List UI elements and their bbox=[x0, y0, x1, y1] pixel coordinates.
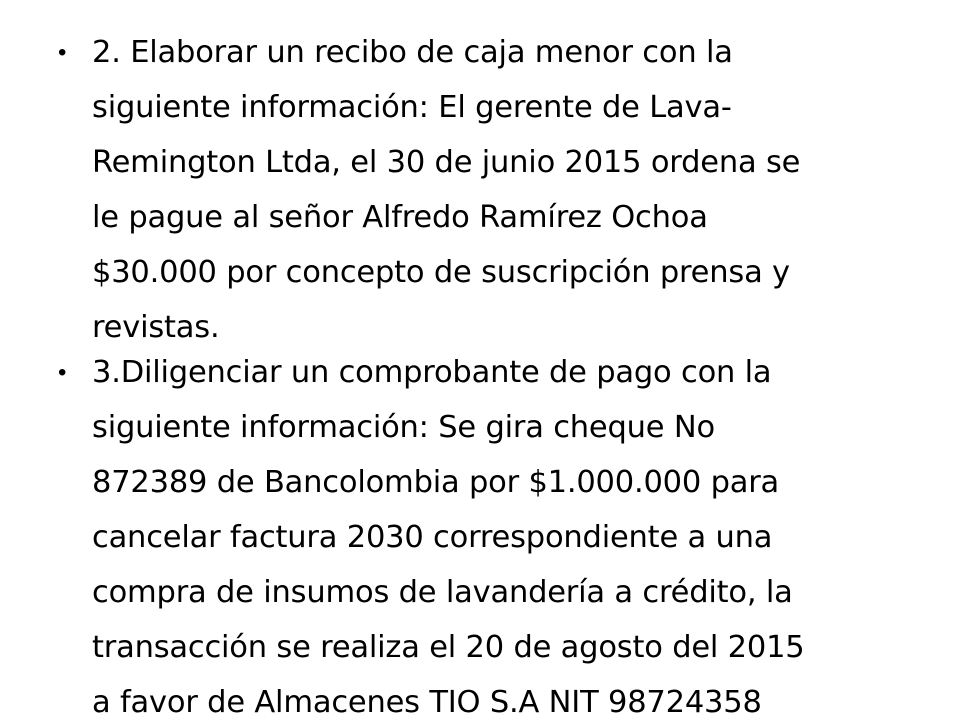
text-line: a favor de Almacenes TIO S.A NIT 98724358 bbox=[92, 685, 762, 720]
text-line: $30.000 por concepto de suscripción prensa y bbox=[92, 255, 790, 290]
text-line: siguiente información: El gerente de Lava- bbox=[92, 90, 732, 125]
bullet-dot-icon: • bbox=[58, 359, 67, 386]
bullet-text bbox=[92, 345, 908, 720]
text-line: 3.Diligenciar un comprobante de pago con la bbox=[92, 355, 772, 390]
text-line: compra de insumos de lavandería a crédito, la bbox=[92, 575, 793, 610]
bullet-text bbox=[92, 25, 908, 355]
bullet-item-payment-voucher bbox=[58, 345, 908, 720]
text-line: Remington Ltda, el 30 de junio 2015 ordena se bbox=[92, 145, 801, 180]
text-line: le pague al señor Alfredo Ramírez Ochoa bbox=[92, 200, 708, 235]
text-line: revistas. bbox=[92, 310, 220, 345]
text-line: siguiente información: Se gira cheque No bbox=[92, 410, 715, 445]
bullet-item-petty-cash-receipt bbox=[58, 25, 908, 355]
text-line: transacción se realiza el 20 de agosto del 2015 bbox=[92, 630, 805, 665]
text-line: 2. Elaborar un recibo de caja menor con la bbox=[92, 35, 733, 70]
text-line: cancelar factura 2030 correspondiente a una bbox=[92, 520, 773, 555]
text-line: 872389 de Bancolombia por $1.000.000 para bbox=[92, 465, 780, 500]
bullet-dot-icon: • bbox=[58, 39, 67, 66]
